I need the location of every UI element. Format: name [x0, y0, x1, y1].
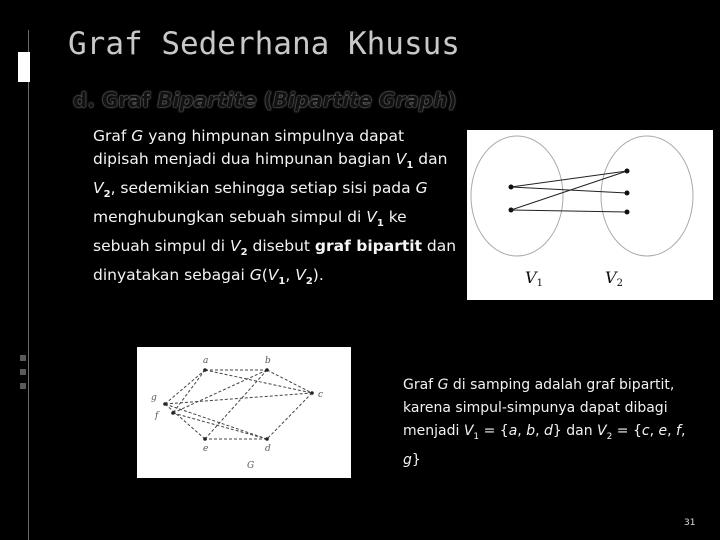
vertex-g [163, 402, 167, 406]
subheading-italic-1: Bipartite [157, 88, 257, 112]
text-run: ( [261, 266, 268, 285]
subscript: 2 [240, 247, 248, 259]
vertex-name: b [526, 423, 536, 439]
symbol-v: V [597, 423, 607, 439]
text-run: menghubungkan sebuah simpul di [93, 208, 367, 227]
vertex-name: d [543, 423, 553, 439]
vertex-b [265, 368, 269, 372]
symbol-v: V [229, 237, 241, 256]
edge [173, 370, 267, 413]
label-f: f [155, 411, 159, 421]
vertex-name: c [641, 423, 650, 439]
edge [511, 171, 627, 210]
vertex [625, 191, 630, 196]
label-graph-g: G [247, 461, 255, 471]
text-run: , [535, 423, 544, 439]
subscript: 1 [278, 276, 286, 288]
set-v2-ellipse [601, 136, 693, 256]
definition-text [93, 125, 463, 293]
bipartite-diagram-svg [467, 130, 713, 300]
set-v1-ellipse [471, 136, 563, 256]
label-c: c [318, 390, 324, 400]
edge [173, 413, 267, 439]
side-ticks [20, 355, 26, 397]
label-b: b [265, 356, 271, 366]
text-run: , [649, 423, 659, 439]
page-number: 31 [684, 518, 696, 528]
bold-term: graf bipartit [314, 237, 422, 256]
subheading [73, 88, 457, 112]
subheading-italic-2: Bipartite Graph [272, 88, 448, 112]
text-run: disebut [247, 237, 315, 256]
symbol-v: V [267, 266, 279, 285]
vertex-name: a [508, 423, 518, 439]
subscript: 2 [606, 431, 613, 442]
text-run: } dan [552, 423, 598, 439]
text-run: , [285, 266, 296, 285]
symbol-v: V [295, 266, 306, 285]
subscript: 1 [376, 218, 384, 230]
text-run: yang himpunan simpulnya dapat dipisah menjadi dua himpunan bagian [93, 127, 405, 168]
edge [267, 393, 312, 439]
symbol-v: V [93, 179, 104, 198]
vertex [625, 169, 630, 174]
edge [173, 370, 205, 413]
label-a: a [203, 356, 209, 366]
symbol-v: V [463, 423, 474, 439]
subscript: 1 [473, 431, 480, 442]
tick [20, 369, 26, 375]
text-run: = { [612, 423, 642, 439]
subheading-suffix: ) [447, 88, 457, 112]
text-run: } [411, 451, 421, 468]
text-run: , [517, 423, 527, 439]
tick [20, 383, 26, 389]
edge [267, 370, 312, 393]
example-caption [403, 374, 703, 472]
symbol-v: V [395, 150, 407, 168]
vertex-d [265, 437, 269, 441]
symbol-g: G [131, 127, 144, 145]
symbol-g: G [415, 179, 428, 198]
bipartite-diagram-generic [467, 130, 713, 300]
label-g: g [151, 393, 157, 403]
vertex-name: g [403, 451, 412, 468]
label-v2: V2 [605, 268, 623, 289]
label-v1: V1 [525, 268, 543, 289]
vertex-f [171, 411, 175, 415]
symbol-g: G [437, 377, 449, 393]
vertex [509, 208, 514, 213]
text-run: Graf [93, 127, 132, 145]
example-graph-svg [137, 347, 351, 478]
example-graph-g [137, 347, 351, 478]
edge [165, 404, 205, 439]
text-run: di samping adalah graf bipartit, karena simpul-simpunya dapat dibagi menjadi [403, 377, 675, 439]
vertex [509, 185, 514, 190]
edge [511, 210, 627, 212]
text-run: , [667, 423, 677, 439]
vertex-c [310, 391, 314, 395]
text-run: , [680, 423, 686, 439]
vertex-e [203, 437, 207, 441]
vertex-name: f [676, 423, 681, 439]
tick [20, 355, 26, 361]
accent-square [18, 52, 30, 82]
vertex [625, 210, 630, 215]
symbol-g: G [249, 266, 262, 285]
symbol-v: V [366, 208, 377, 227]
text-run: Graf [403, 377, 438, 393]
text-run: , sedemikian sehingga setiap sisi pada [110, 179, 416, 198]
text-run: dan dinyatakan sebagai [93, 237, 457, 285]
text-run: dan [413, 150, 448, 168]
subheading-prefix: d. Graf [73, 88, 158, 112]
subheading-mid: ( [256, 88, 273, 112]
definition-paragraph [93, 125, 463, 293]
edge [165, 404, 267, 439]
caption-paragraph [403, 374, 703, 472]
label-e: e [203, 444, 209, 454]
edge [511, 171, 627, 187]
text-run: ). [312, 266, 324, 285]
text-run: = { [479, 423, 509, 439]
subscript: 2 [305, 276, 313, 288]
edge [165, 370, 205, 404]
left-rule [28, 30, 29, 540]
vertex-a [203, 368, 207, 372]
text-run: ke sebuah simpul di [93, 208, 407, 256]
subscript: 1 [406, 160, 414, 172]
label-d: d [265, 444, 271, 454]
page-title: Graf Sederhana Khusus [68, 26, 460, 62]
edge [205, 370, 312, 393]
subscript: 2 [103, 189, 111, 201]
vertex-name: e [658, 423, 668, 439]
